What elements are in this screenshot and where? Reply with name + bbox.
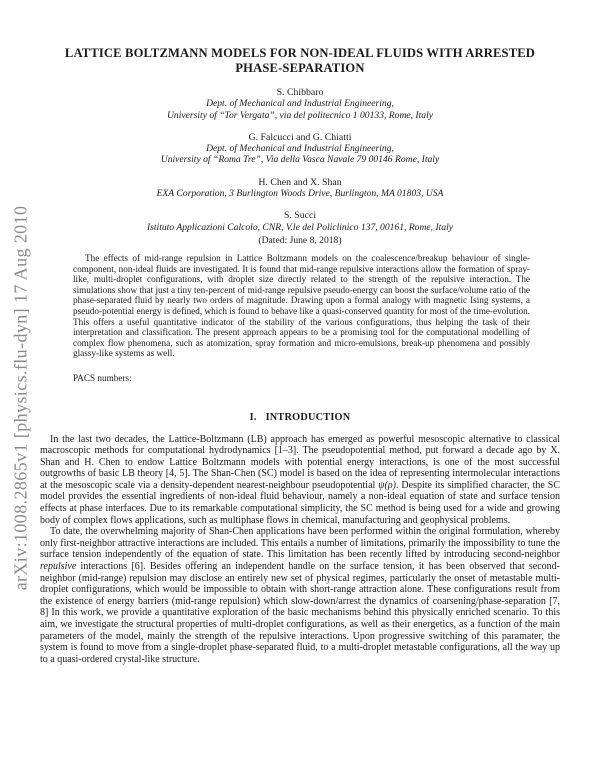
author-block-chibbaro xyxy=(40,87,560,121)
author-affiliation: University of “Roma Tre”, Via della Vasca Navale 79 00146 Rome, Italy xyxy=(160,154,440,166)
pacs-line: PACS numbers: xyxy=(73,372,132,383)
section-title: INTRODUCTION xyxy=(265,411,351,423)
section-heading-introduction xyxy=(40,412,560,424)
author-name: H. Chen and X. Shan xyxy=(258,176,342,188)
author-block-succi xyxy=(40,210,560,233)
intro-paragraph-2-text: interactions [6]. Besides offering an independent handle on the surface tension, it has been observed that second-neighbor (mid-range) repulsion may disclose an entirely new set of physical regimes, particularly the onset of metastable multi-droplet configurations, which would be impossible to obtain with short-range attraction alone. These configurations result from the existence of energy barriers (mid-range repulsion) which slow-down/arrest the dynamics of coarsening/phase-separation [7, 8] In this work, we provide a quantitative exploration of the basic mechanisms behind this physically enriched scenario. To this aim, we investigate the structural properties of multi-droplet configurations, as well as their energetics, as a function of the main parameters of the model, mainly the strength of the repulsive interactions. Upon progressive switching of this paramater, the system is found to move from a single-droplet phase-separated fluid, to a multi-droplet metastable configurations, all the way up to a quasi-ordered crystal-like structure. xyxy=(40,561,560,665)
abstract-text: The effects of mid-range repulsion in Lattice Boltzmann models on the coalescence/breakup behaviour of single-component, non-ideal fluids are investigated. It is found that mid-range repulsive interactions allow the formation of spray-like, multi-droplet configurations, with droplet size directly related to the strength of the repulsive interaction. The simulations show that just a tiny ten-percent of mid-range repulsive pseudo-energy can boost the surface/volume ratio of the phase-separated fluid by nearly two orders of magnitude. Drawing upon a formal analogy with magnetic Ising systems, a pseudo-potential energy is defined, which is found to behave like a quasi-conserved quantity for most of the time-evolution. This offers a useful quantitative indicator of the stability of the various configurations, thus helping the task of their interpretation and classification. The present approach appears to be a promising tool for the computational modelling of complex flow phenomena, such as atomization, spray formation and micro-emulsions, break-up phenomena and possibly glassy-like systems as well. xyxy=(73,252,530,359)
arxiv-sidebar-stamp: arXiv:1008.2865v1 [physics.flu-dyn] 17 Aug 2010 xyxy=(10,205,31,591)
emphasized-word-repulsive: repulsive xyxy=(40,561,77,573)
author-name: S. Succi xyxy=(283,210,317,222)
intro-paragraph-1-text: In the last two decades, the Lattice-Boltzmann (LB) approach has emerged as powerful mesoscopic alternative to classical macroscopic methods for computational hydrodynamics [1–3]. The pseudopotential method, put forward a decade ago by X. Shan and H. Chen to endow Lattice Boltzmann models with potential energy interactions, is one of the most successful outgrowths of basic LB theory [4, 5]. The Shan-Chen (SC) model is based on the idea of representing intermolecular interactions at the mesoscopic scale via a density-dependent nearest-neighbour pseudopotential xyxy=(40,433,560,491)
paper-title-line-1: LATTICE BOLTZMANN MODELS FOR NON-IDEAL FLUIDS WITH ARRESTED xyxy=(64,46,536,60)
author-name: G. Falcucci and G. Chiatti xyxy=(248,131,352,143)
paper-title-line-2: PHASE-SEPARATION xyxy=(235,60,365,75)
section-number: I. xyxy=(249,411,257,423)
intro-paragraph-2-text: To date, the overwhelming majority of Shan-Chen applications have been performed within the original formulation, whereby only first-neighbor attractive interactions are included. This entails a number of limitations, primarily the impossibility to tune the surface tension independently of the equation of state. This limitation has been recently lifted by introducing second-neighbor xyxy=(40,526,560,561)
author-name: S. Chibbaro xyxy=(276,87,324,98)
paper-title xyxy=(40,46,560,75)
author-affiliation: University of “Tor Vergata”, via del politecnico 1 00133, Rome, Italy xyxy=(166,109,434,121)
author-affiliation: EXA Corporation, 3 Burlington Woods Drive, Burlington, MA 01803, USA xyxy=(156,188,444,200)
dated-line: (Dated: June 8, 2018) xyxy=(258,234,342,246)
intro-paragraph-2 xyxy=(40,526,560,665)
author-block-chen-shan xyxy=(40,177,560,200)
inline-math-psi-rho: ψ(ρ) xyxy=(378,479,396,491)
intro-paragraph-1-text: . Despite its simplified character, the SC model provides the essential ingredients of non-ideal fluid behaviour, namely a non-ideal equation of state and surface tension effects at phase interfaces. Due to its remarkable computational simplicity, the SC method is being used for a wide and growing body of complex flows applications, such as multiphase flows in chemical, manufacturing and geophysical problems. xyxy=(40,479,560,526)
intro-paragraph-1 xyxy=(40,434,560,527)
paper-content-column xyxy=(40,0,560,665)
author-affiliation: Dept. of Mechanical and Industrial Engineering, xyxy=(206,98,394,110)
author-affiliation: Dept. of Mechanical and Industrial Engineering, xyxy=(206,143,394,155)
author-affiliation: Istituto Applicazioni Calcolo, CNR, V.le del Policlinico 137, 00161, Rome, Italy xyxy=(146,221,454,233)
author-block-falcucci-chiatti xyxy=(40,132,560,166)
